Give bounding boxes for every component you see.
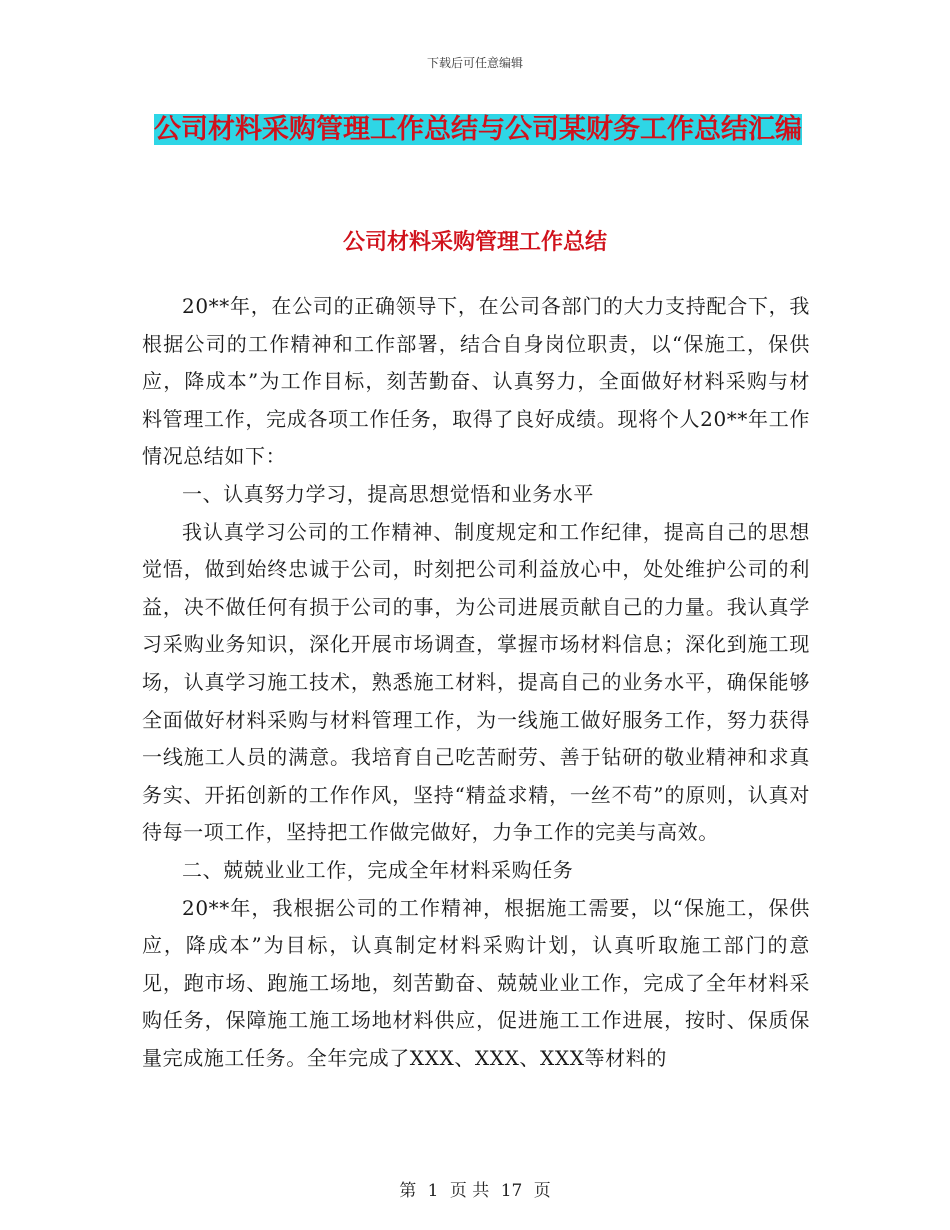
footer-middle: 页 共	[449, 1181, 490, 1201]
page-number: 1	[427, 1181, 439, 1201]
page-footer	[0, 1176, 950, 1201]
paragraph-heading: 一、认真努力学习，提高思想觉悟和业务水平	[182, 481, 594, 506]
document-title-text: 公司材料采购管理工作总结与公司某财务工作总结汇编	[154, 114, 802, 145]
header-note: 下载后可任意编辑	[426, 56, 523, 70]
footer-prefix: 第	[399, 1181, 417, 1201]
section-title: 公司材料采购管理工作总结	[342, 230, 607, 255]
document-body	[142, 288, 810, 1077]
paragraph-heading: 二、兢兢业业工作，完成全年材料采购任务	[182, 857, 574, 882]
paragraph: 20**年，我根据公司的工作精神，根据施工需要，以“保施工，保供应，降成本”为目标，认真制定材料采购计划，认真听取施工部门的意见，跑市场、跑施工场地，刻苦勤奋、兢兢业业工作，完成了全年材料采购任务，保障施工施工场地材料供应，促进施工工作进展，按时、保质保量完成施工任务。全年完成了XXX、XXX、XXX等材料的	[142, 895, 810, 1070]
document-title	[140, 106, 816, 154]
paragraph: 我认真学习公司的工作精神、制度规定和工作纪律，提高自己的思想觉悟，做到始终忠诚于公司，时刻把公司利益放心中，处处维护公司的利益，决不做任何有损于公司的事，为公司进展贡献自己的力量。我认真学习采购业务知识，深化开展市场调查，掌握市场材料信息；深化到施工现场，认真学习施工技术，熟悉施工材料，提高自己的业务水平，确保能够全面做好材料采购与材料管理工作，为一线施工做好服务工作，努力获得一线施工人员的满意。我培育自己吃苦耐劳、善于钻研的敬业精神和求真务实、开拓创新的工作作风，坚持“精益求精，一丝不苟”的原则，认真对待每一项工作，坚持把工作做完做好，力争工作的完美与高效。	[142, 519, 810, 845]
total-pages: 17	[500, 1181, 523, 1201]
paragraph: 20**年，在公司的正确领导下，在公司各部门的大力支持配合下，我根据公司的工作精神和工作部署，结合自身岗位职责，以“保施工，保供应，降成本”为工作目标，刻苦勤奋、认真努力，全面做好材料采购与材料管理工作，完成各项工作任务，取得了良好成绩。现将个人20**年工作情况总结如下：	[142, 294, 810, 469]
footer-suffix: 页	[533, 1181, 551, 1201]
